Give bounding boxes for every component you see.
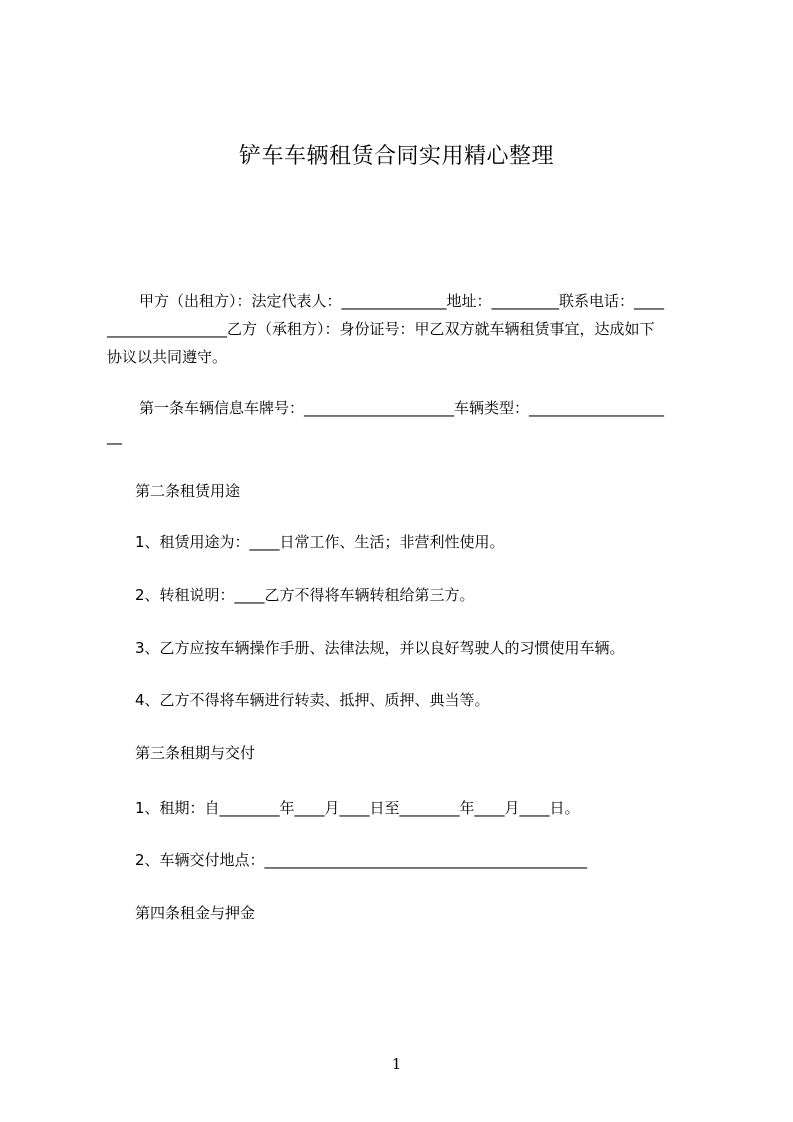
article-2-item-4: 4、乙方不得将车辆进行转卖、抵押、质押、典当等。: [135, 691, 490, 709]
intro-paragraph: [107, 287, 701, 371]
article-2-item-3: 3、乙方应按车辆操作手册、法律法规，并以良好驾驶人的习惯使用车辆。: [135, 639, 625, 657]
article-3-heading: 第三条租期与交付: [135, 744, 256, 762]
article-2-heading: 第二条租赁用途: [135, 482, 241, 500]
page-number: 1: [391, 1055, 402, 1073]
article-2-item-2: 2、转租说明：____乙方不得将车辆转租给第三方。: [135, 586, 475, 604]
article-3-item-2: 2、车辆交付地点：___________________________________________: [135, 851, 588, 869]
article-1-paragraph: [107, 394, 701, 450]
intro-line-2: ________________乙方（承租方）：身份证号：甲乙双方就车辆租赁事宜，达成如下: [107, 320, 655, 338]
article-3-item-1: 1、租期：自________年____月____日至________年____月____日。: [135, 799, 580, 817]
intro-line-3: 协议以共同遵守。: [107, 348, 228, 366]
article-1-line-1: 第一条车辆信息车牌号：____________________车辆类型：__________________: [139, 399, 665, 417]
article-2-item-1: 1、租赁用途为：____日常工作、生活；非营利性使用。: [135, 533, 505, 551]
document-title: 铲车车辆租赁合同实用精心整理: [238, 144, 554, 169]
intro-line-1: 甲方（出租方）：法定代表人：______________地址：_________联系电话：____: [139, 292, 665, 310]
article-4-heading: 第四条租金与押金: [135, 904, 256, 922]
article-1-line-2: __: [107, 427, 122, 445]
